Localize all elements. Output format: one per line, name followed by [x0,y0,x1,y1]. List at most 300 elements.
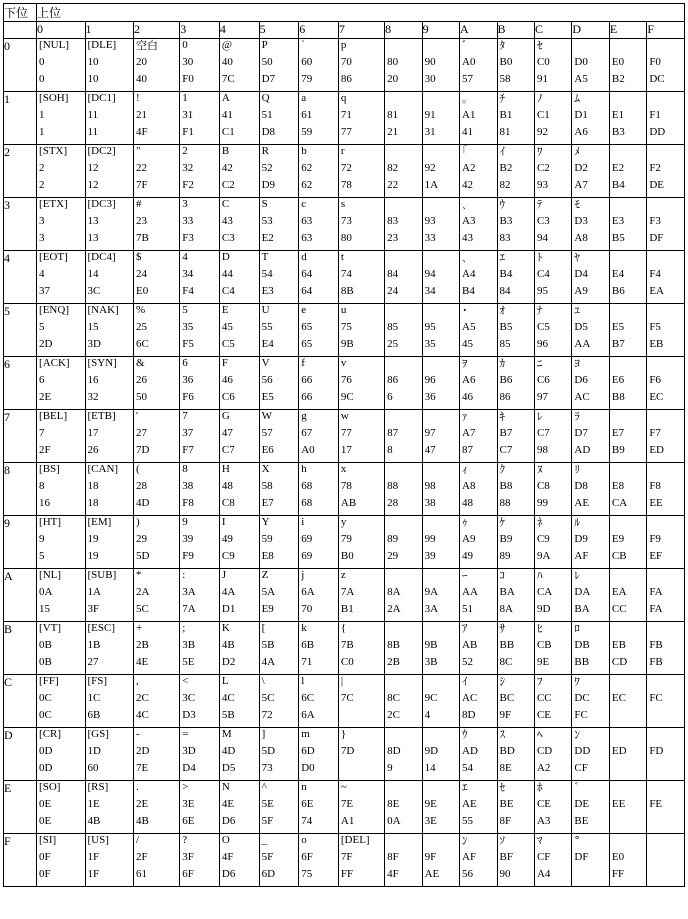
cell-code-lower: 64 [301,285,313,297]
cell-code-upper: AF [462,851,477,863]
code-cell-A8 [460,463,497,516]
cell-code-upper: 95 [424,321,436,333]
cell-glyph: > [182,781,189,793]
cell-code-lower: B1 [340,603,354,615]
code-cell-B6 [497,357,534,410]
cell-glyph: q [340,92,347,104]
cell-code-lower: E8 [261,550,274,562]
cell-code-lower: 7E [135,762,149,774]
cell-code-lower: 96 [536,338,548,350]
cell-glyph: ｽ [499,728,505,741]
code-cell-3B [180,622,220,675]
cell-code-lower: 94 [536,232,548,244]
code-cell-62 [299,145,339,198]
cell-code-upper: 1C [87,692,101,704]
col-index-C: C [534,22,571,39]
cell-code-upper: 2F [135,851,148,863]
cell-code-lower: C7 [499,444,513,456]
cell-code-upper: F3 [649,215,661,227]
cell-code-lower: B9 [611,444,625,456]
code-cell-12 [85,145,133,198]
cell-code-upper: 52 [261,162,273,174]
cell-code-upper: 22 [135,162,147,174]
cell-glyph: + [135,622,143,634]
cell-code-lower: 13 [87,232,99,244]
table-row [4,410,685,463]
cell-code-upper: 4C [221,692,235,704]
cell-code-lower: 92 [536,126,548,138]
cell-code-lower: 5F [261,815,274,827]
cell-code-lower: 60 [87,762,99,774]
cell-glyph: ､ [462,198,468,211]
cell-code-lower: 80 [340,232,352,244]
cell-code-upper: C6 [536,374,550,386]
cell-glyph: j [301,569,305,581]
cell-code-lower: E6 [261,444,274,456]
cell-code-lower: FF [611,868,625,880]
cell-glyph: ` [301,39,305,51]
cell-glyph: ﾝ [462,834,468,847]
cell-code-upper: 58 [261,480,273,492]
cell-code-lower: 6 [387,391,393,403]
code-cell-1C [85,675,133,728]
code-cell-3E [180,781,220,834]
cell-code-lower: 83 [499,232,511,244]
cell-glyph: ﾞ [462,39,468,52]
row-index-E: E [4,781,37,834]
code-cell-8F [385,834,422,887]
cell-code-lower: ED [649,444,664,456]
cell-code-lower: B4 [611,179,625,191]
cell-code-lower: 7D [135,444,150,456]
cell-glyph: [SYN] [87,357,117,369]
cell-code-upper: E4 [611,268,625,280]
col-index-B: B [497,22,534,39]
code-cell-9B [422,622,459,675]
cell-code-lower: 36 [424,391,436,403]
cell-glyph: ﾔ [574,251,580,264]
code-cell-93 [422,198,459,251]
row-index-4: 4 [4,251,37,304]
cell-code-upper: 36 [182,374,194,386]
code-cell-00 [37,39,85,92]
cell-code-upper: 0 [39,56,45,68]
cell-code-lower: 86 [340,73,352,85]
cell-glyph: [DEL] [340,834,370,846]
cell-code-lower: E3 [261,285,274,297]
cell-code-upper: 76 [340,374,352,386]
code-cell-8C [385,675,422,728]
cell-code-lower: CE [536,709,552,721]
code-cell-34 [180,251,220,304]
code-cell-F7 [647,410,685,463]
cell-glyph: ﾛ [574,622,580,635]
cell-code-lower: 9E [536,656,550,668]
cell-code-lower: 8A [499,603,513,615]
cell-glyph: ﾕ [574,304,580,317]
cell-code-lower: 3D [87,338,101,350]
code-cell-90 [422,39,459,92]
cell-code-lower: D6 [221,868,236,880]
code-cell-E7 [609,410,646,463]
cell-code-upper: 25 [135,321,147,333]
cell-glyph: O [221,834,230,846]
cell-code-lower: C6 [221,391,235,403]
cell-code-upper: B7 [499,427,513,439]
cell-code-lower: 4E [135,656,149,668]
cell-code-upper: 5B [261,639,275,651]
col-index-4: 4 [219,22,259,39]
code-cell-7A [338,569,384,622]
cell-code-upper: 7F [340,851,353,863]
cell-code-upper: 61 [301,109,313,121]
cell-code-lower: FC [574,709,588,721]
cell-code-lower: 42 [462,179,474,191]
code-cell-7F [338,834,384,887]
cell-glyph: ﾆ [536,357,543,370]
code-cell-0B [37,622,85,675]
cell-code-lower: B3 [611,126,625,138]
code-cell-A9 [460,516,497,569]
cell-glyph: [GS] [87,728,109,740]
cell-code-lower: 63 [301,232,313,244]
cell-code-lower: 18 [87,497,99,509]
code-cell-E4 [609,251,646,304]
cell-glyph: [FS] [87,675,108,687]
cell-code-lower: 21 [387,126,399,138]
cell-glyph: ｻ [499,622,505,635]
cell-code-upper: 51 [261,109,273,121]
cell-glyph: D [221,251,230,263]
cell-code-upper: EB [611,639,626,651]
code-cell-8A [385,569,422,622]
cell-glyph: W [261,410,272,422]
cell-code-upper: 6D [301,745,315,757]
code-cell-53 [259,198,299,251]
code-cell-3F [180,834,220,887]
cell-code-upper: 62 [301,162,313,174]
cell-code-lower: E4 [261,338,274,350]
cell-code-lower: 89 [499,550,511,562]
cell-glyph: 1 [182,92,188,104]
col-index-7: 7 [338,22,384,39]
row-index-3: 3 [4,198,37,251]
cell-code-upper: 27 [135,427,147,439]
cell-code-upper: 7 [39,427,45,439]
cell-code-lower: A3 [536,815,551,827]
code-cell-27 [133,410,179,463]
table-row [4,834,685,887]
cell-code-lower: 57 [462,73,474,85]
code-cell-CA [534,569,571,622]
cell-glyph: Q [261,92,270,104]
code-cell-42 [219,145,259,198]
cell-glyph: ｴ [499,251,505,264]
code-cell-86 [385,357,422,410]
cell-code-upper: C9 [536,533,550,545]
cell-code-lower: 3F [87,603,100,615]
code-cell-D8 [572,463,609,516]
code-cell-47 [219,410,259,463]
cell-code-lower: 25 [387,338,399,350]
cell-code-upper: 2E [135,798,149,810]
cell-code-upper: F9 [649,533,661,545]
cell-code-lower: 37 [39,285,51,297]
code-cell-BF [497,834,534,887]
row-index-8: 8 [4,463,37,516]
code-cell-92 [422,145,459,198]
cell-code-lower: 50 [135,391,147,403]
code-cell-F0 [647,39,685,92]
cell-code-upper: EA [611,586,627,598]
cell-code-lower: 16 [39,497,51,509]
column-index-row [4,22,685,39]
cell-code-lower: 7F [135,179,148,191]
row-index-0: 0 [4,39,37,92]
code-cell-DB [572,622,609,675]
cell-code-lower: C7 [221,444,235,456]
cell-code-upper: 9C [424,692,438,704]
cell-code-lower: 3A [424,603,439,615]
cell-glyph: [DC4] [87,251,116,263]
code-cell-DE [572,781,609,834]
cell-glyph: [ETX] [39,198,68,210]
code-cell-89 [385,516,422,569]
code-cell-DF [572,834,609,887]
cell-glyph: _ [261,834,268,846]
cell-code-upper: 8B [387,639,400,651]
cell-code-upper: 3F [182,851,194,863]
code-cell-D7 [572,410,609,463]
row-index-9: 9 [4,516,37,569]
cell-code-upper: 3D [182,745,196,757]
cell-code-upper: AC [462,692,478,704]
cell-glyph: [STX] [39,145,68,157]
code-cell-49 [219,516,259,569]
cell-code-lower: 9D [536,603,551,615]
cell-code-lower: BA [574,603,590,615]
code-cell-B0 [497,39,534,92]
row-index-C: C [4,675,37,728]
code-cell-A2 [460,145,497,198]
cell-code-upper: E2 [611,162,625,174]
cell-glyph: [US] [87,834,109,846]
code-cell-03 [37,198,85,251]
cell-code-upper: 85 [387,321,399,333]
cell-glyph: [NL] [39,569,62,581]
cell-code-upper: 24 [135,268,147,280]
cell-code-upper: 30 [182,56,194,68]
cell-code-lower: 6A [301,709,315,721]
code-cell-63 [299,198,339,251]
cell-code-lower: 5B [221,709,235,721]
code-cell-F2 [647,145,685,198]
code-cell-AA [460,569,497,622]
cell-code-upper: 56 [261,374,273,386]
cell-glyph: B [221,145,230,157]
cell-code-lower: 47 [424,444,436,456]
cell-code-upper: CD [536,745,553,757]
cell-code-upper: B6 [499,374,513,386]
cell-code-lower: 61 [135,868,147,880]
cell-code-lower: 31 [424,126,436,138]
cell-code-lower: 2E [39,391,52,403]
code-cell-AE [460,781,497,834]
cell-code-upper: 2C [135,692,149,704]
cell-code-upper: 13 [87,215,99,227]
code-cell-FA [647,569,685,622]
cell-code-upper: 89 [387,533,399,545]
code-cell-17 [85,410,133,463]
code-cell-CE [534,781,571,834]
cell-code-upper: A6 [462,374,476,386]
code-cell-83 [385,198,422,251]
cell-glyph: [ETB] [87,410,116,422]
cell-code-lower: E2 [261,232,274,244]
cell-glyph: s [340,198,346,210]
cell-code-lower: 26 [87,444,99,456]
code-cell-2B [133,622,179,675]
cell-code-upper: 3C [182,692,196,704]
cell-code-upper: A2 [462,162,476,174]
code-cell-B8 [497,463,534,516]
cell-code-upper: E6 [611,374,625,386]
cell-glyph: [CAN] [87,463,119,475]
code-cell-BE [497,781,534,834]
cell-code-lower: A5 [574,73,588,85]
cell-code-upper: A4 [462,268,476,280]
cell-code-lower: 6F [182,868,194,880]
code-cell-18 [85,463,133,516]
cell-code-upper: BE [499,798,514,810]
cell-code-upper: D5 [574,321,588,333]
cell-code-upper: 0F [39,851,51,863]
cell-code-lower: 1A [424,179,439,191]
cell-code-upper: F5 [649,321,661,333]
cell-glyph: [FF] [39,675,59,687]
table-header-row [4,4,685,22]
code-cell-C7 [534,410,571,463]
row-index-1: 1 [4,92,37,145]
cell-code-upper: F0 [649,56,661,68]
cell-code-lower: EA [649,285,664,297]
cell-code-lower: 30 [424,73,436,85]
code-cell-88 [385,463,422,516]
code-cell-E8 [609,463,646,516]
cell-code-lower: B0 [340,550,354,562]
cell-code-upper: 6 [39,374,45,386]
cell-glyph: ﾎ [536,781,543,794]
code-cell-D2 [572,145,609,198]
cell-code-upper: 42 [221,162,233,174]
cell-code-upper: 44 [221,268,233,280]
cell-glyph: c [301,198,307,210]
cell-glyph: 0 [182,39,188,51]
cell-glyph: [BS] [39,463,60,475]
code-cell-D1 [572,92,609,145]
cell-glyph: ﾍ [536,728,543,741]
cell-glyph: h [301,463,307,475]
cell-glyph: ﾚ [536,410,543,423]
cell-glyph: - [135,728,140,740]
cell-code-lower: 71 [301,656,313,668]
cell-code-lower: 10 [87,73,99,85]
cell-code-lower: F1 [182,126,194,138]
cell-glyph: \ [261,675,265,687]
col-header-label: 上位 [37,4,685,22]
cell-code-lower: 8C [499,656,513,668]
cell-code-lower: 51 [462,603,474,615]
cell-glyph: P [261,39,268,51]
code-cell-58 [259,463,299,516]
cell-code-lower: 23 [387,232,399,244]
cell-code-upper: F7 [649,427,661,439]
code-cell-6D [299,728,339,781]
cell-glyph: } [340,728,347,740]
cell-code-upper: 28 [135,480,147,492]
cell-code-upper: B9 [499,533,513,545]
cell-glyph: 5 [182,304,188,316]
cell-glyph: [DLE] [87,39,117,51]
code-cell-6A [299,569,339,622]
cell-code-upper: CF [536,851,551,863]
cell-glyph: E [221,304,229,316]
cell-code-upper: 6B [301,639,315,651]
cell-glyph: m [301,728,310,740]
cell-code-upper: E8 [611,480,625,492]
cell-glyph: ﾘ [574,463,580,476]
col-index-2: 2 [133,22,179,39]
cell-glyph: ｡ [462,92,468,105]
code-cell-9F [422,834,459,887]
cell-code-lower: DC [649,73,665,85]
cell-glyph: ｦ [462,357,468,370]
cell-glyph: o [301,834,307,846]
cell-code-lower: 6D [261,868,276,880]
cell-code-lower: 29 [387,550,399,562]
cell-code-upper: E5 [611,321,625,333]
cell-glyph: ｸ [499,463,505,476]
cell-code-lower: 4B [135,815,149,827]
cell-code-upper: 15 [87,321,99,333]
code-cell-F6 [647,357,685,410]
code-cell-4A [219,569,259,622]
cell-code-lower: 68 [301,497,313,509]
col-index-0: 0 [37,22,85,39]
cell-glyph: [RS] [87,781,109,793]
cell-code-upper: 1B [87,639,101,651]
cell-code-upper: 32 [182,162,194,174]
code-cell-80 [385,39,422,92]
cell-glyph: ﾃ [536,198,543,211]
cell-glyph: U [261,304,270,316]
cell-code-lower: 99 [536,497,548,509]
cell-code-upper: 8E [387,798,400,810]
cell-code-upper: 98 [424,480,436,492]
cell-code-upper: 47 [221,427,233,439]
cell-glyph: z [340,569,346,581]
code-cell-56 [259,357,299,410]
cell-code-upper: 67 [301,427,313,439]
cell-code-upper: 17 [87,427,99,439]
code-cell-4C [219,675,259,728]
table-row [4,622,685,675]
cell-code-lower: 5E [182,656,195,668]
cell-glyph: ｰ [462,569,468,582]
row-header-label: 下位 [4,4,37,22]
code-cell-C5 [534,304,571,357]
cell-code-lower: 40 [135,73,147,85]
